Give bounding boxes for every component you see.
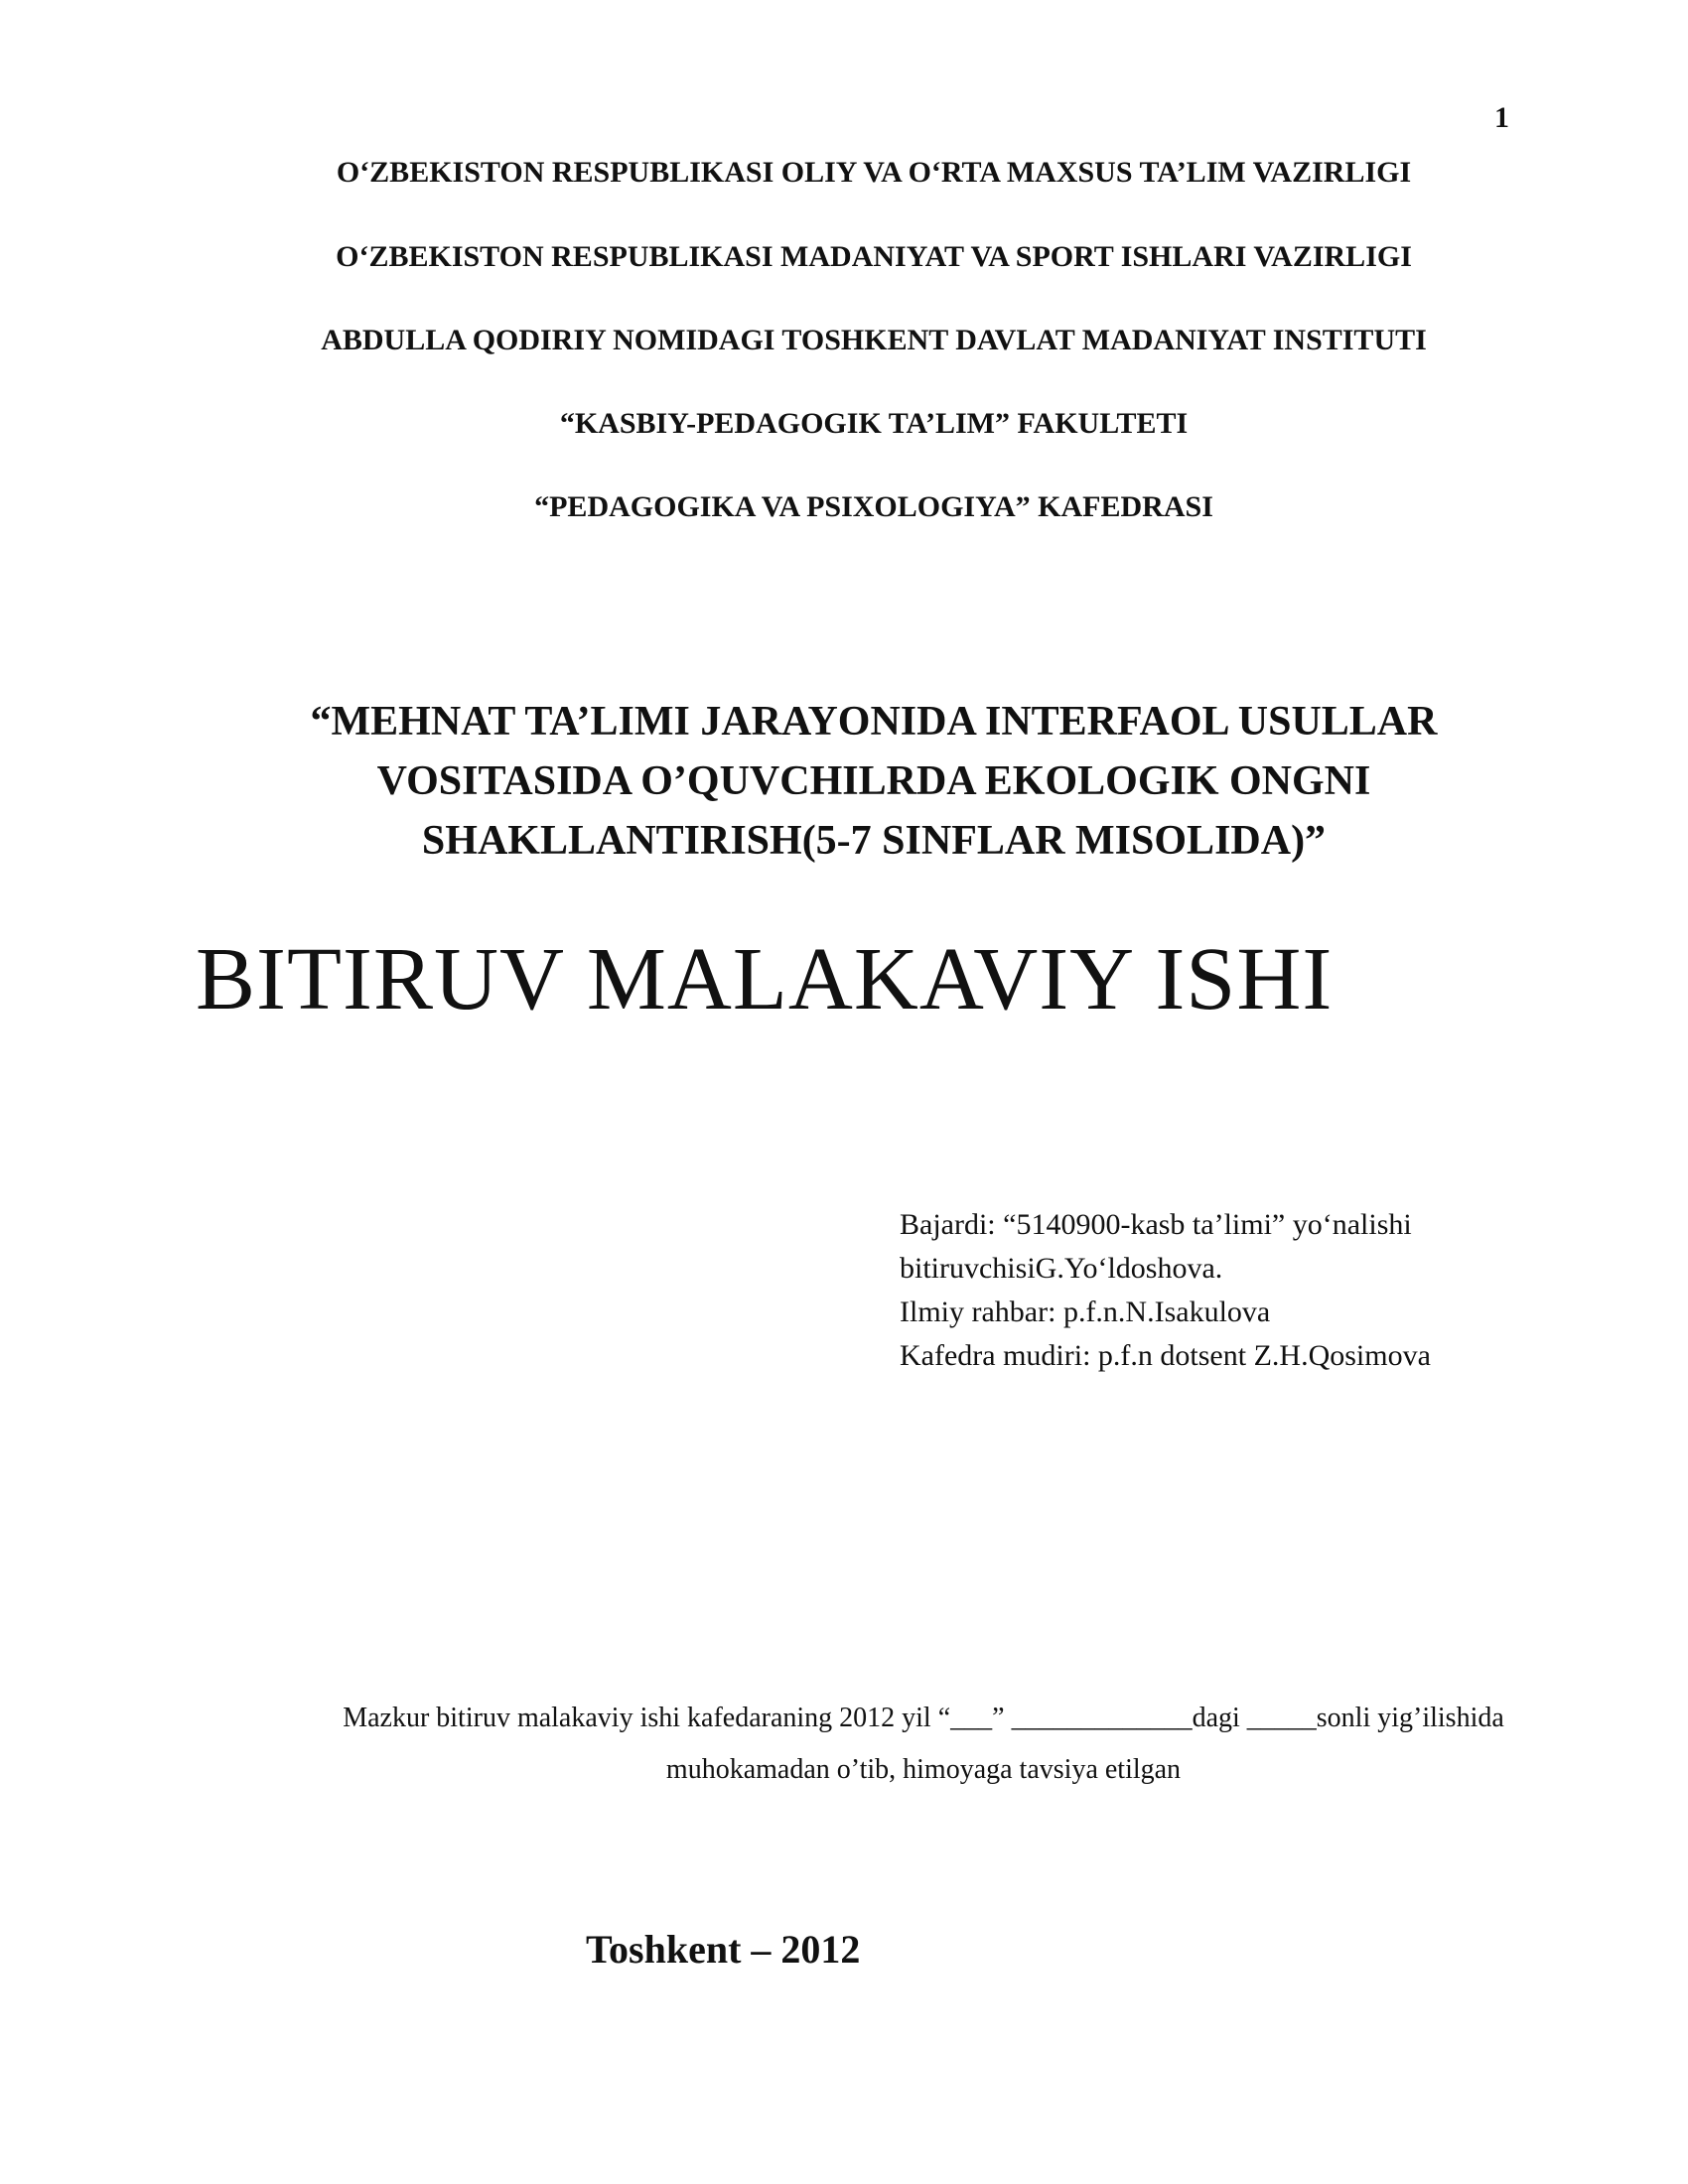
approval-line: Mazkur bitiruv malakaviy ishi kafedaraning 2012 yil “___” _____________dagi _____sonli yig’ilishida <box>343 1703 1504 1733</box>
supervisor-line: Ilmiy rahbar: p.f.n.N.Isakulova <box>900 1296 1271 1328</box>
department-name-line: “PEDAGOGIKA VA PSIXOLOGIYA” KAFEDRASI <box>534 490 1213 523</box>
ministry-culture-sport-line: O‘ZBEKISTON RESPUBLIKASI MADANIYAT VA SPORT ISHLARI VAZIRLIGI <box>336 240 1412 273</box>
faculty-name-line: “KASBIY-PEDAGOGIK TA’LIM” FAKULTETI <box>559 407 1189 440</box>
graduate-name-line: bitiruvchisiG.Yo‘ldoshova. <box>900 1252 1223 1285</box>
performer-line: Bajardi: “5140900-kasb ta’limi” yo‘nalishi <box>900 1208 1412 1241</box>
document-type-title: BITIRUV MALAKAVIY ISHI <box>196 930 1334 1028</box>
department-head-line: Kafedra mudiri: p.f.n dotsent Z.H.Qosimova <box>900 1339 1431 1372</box>
page-number: 1 <box>1494 101 1509 134</box>
thesis-topic-line: “MEHNAT TA’LIMI JARAYONIDA INTERFAOL USULLAR <box>310 699 1438 745</box>
approval-note <box>0 1693 1688 1796</box>
approval-line: muhokamadan o’tib, himoyaga tavsiya etilgan <box>665 1754 1182 1785</box>
ministry-higher-education-line: O‘ZBEKISTON RESPUBLIKASI OLIY VA O‘RTA MAXSUS TA’LIM VAZIRLIGI <box>336 156 1412 189</box>
thesis-topic-line: VOSITASIDA O’QUVCHILRDA EKOLOGIK ONGNI <box>376 758 1371 804</box>
city-year: Toshkent – 2012 <box>586 1927 861 1972</box>
thesis-topic-line: SHAKLLANTIRISH(5-7 SINFLAR MISOLIDA)” <box>421 818 1327 864</box>
thesis-topic <box>0 692 1688 871</box>
institute-name-line: ABDULLA QODIRIY NOMIDAGI TOSHKENT DAVLAT MADANIYAT INSTITUTI <box>321 324 1427 356</box>
author-info-block <box>900 1203 1431 1378</box>
